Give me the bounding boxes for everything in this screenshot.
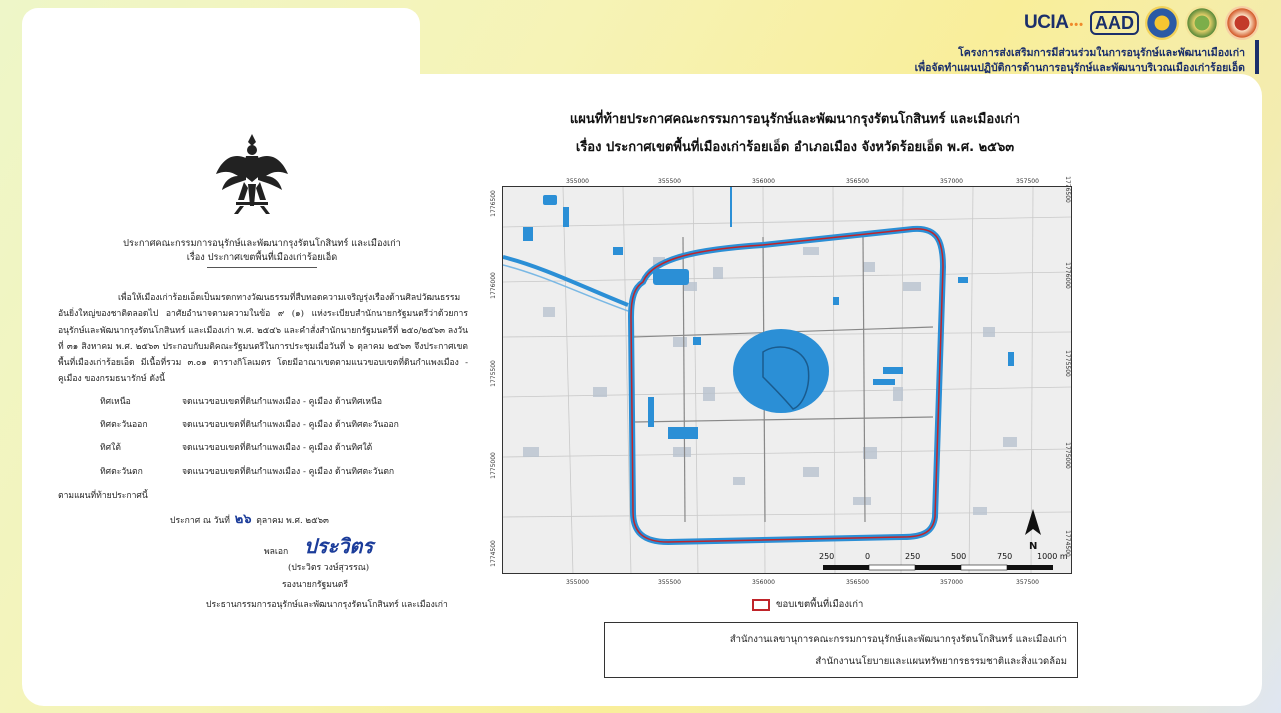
x-tick-label: 355500	[658, 178, 681, 185]
direction-row	[100, 464, 394, 478]
y-tick-label: 1775000	[489, 452, 497, 479]
x-tick-label: 355000	[566, 178, 589, 185]
document-subject: เรื่อง ประกาศเขตพื้นที่เมืองเก่าร้อยเอ็ด	[186, 252, 338, 263]
document-ending: ตามแผนที่ท้ายประกาศนี้	[58, 491, 148, 501]
document-body	[58, 290, 468, 388]
x-tick-label: 356500	[846, 579, 869, 586]
x-tick-label: 356000	[752, 579, 775, 586]
scale-label: 1000 m	[1037, 552, 1068, 561]
header-purpose-line: เพื่อจัดทำแผนปฏิบัติการด้านการอนุรักษ์และพัฒนาบริเวณเมืองเก่าร้อยเอ็ด	[914, 62, 1245, 74]
logo-row	[1024, 6, 1259, 40]
y-tick-label: 1775500	[1063, 350, 1071, 377]
header-project-line: โครงการส่งเสริมการมีส่วนร่วมในการอนุรักษ์และพัฒนาเมืองเก่า	[958, 47, 1245, 59]
y-tick-label: 1776000	[1063, 262, 1071, 289]
map-legend	[752, 597, 863, 612]
signatory-position: รองนายกรัฐมนตรี	[282, 580, 349, 590]
direction-text: จดแนวขอบเขตที่ดินกำแพงเมือง - คูเมือง ด้านทิศใต้	[182, 443, 373, 453]
scale-label: 500	[951, 552, 967, 561]
old-town-map	[502, 186, 1072, 574]
seal-logo-3	[1225, 6, 1259, 40]
direction-row	[100, 417, 399, 431]
date-suffix: ตุลาคม พ.ศ. ๒๕๖๓	[256, 516, 329, 526]
agency-box	[604, 622, 1078, 678]
x-tick-label: 357500	[1016, 579, 1039, 586]
direction-label: ทิศเหนือ	[100, 397, 131, 407]
card-join	[22, 60, 420, 120]
legend-label: ขอบเขตพื้นที่เมืองเก่า	[776, 599, 864, 610]
y-tick-label: 1774500	[1063, 530, 1071, 557]
y-tick-label: 1776500	[1063, 176, 1071, 203]
direction-label: ทิศใต้	[100, 443, 121, 453]
seal-logo-1	[1145, 6, 1179, 40]
date-day-handwritten: ๒๖	[234, 512, 252, 527]
map-subtitle: เรื่อง ประกาศเขตพื้นที่เมืองเก่าร้อยเอ็ด อำเภอเมือง จังหวัดร้อยเอ็ด พ.ศ. ๒๕๖๓	[575, 140, 1015, 155]
direction-text: จดแนวขอบเขตที่ดินกำแพงเมือง - คูเมือง ด้านทิศเหนือ	[182, 397, 383, 407]
ucia-logo: UCIA•••	[1023, 12, 1084, 33]
direction-text: จดแนวขอบเขตที่ดินกำแพงเมือง - คูเมือง ด้านทิศตะวันตก	[182, 467, 395, 477]
date-prefix: ประกาศ ณ วันที่	[170, 516, 230, 526]
direction-label: ทิศตะวันออก	[100, 420, 148, 430]
y-tick-label: 1775500	[489, 360, 497, 387]
x-tick-label: 357000	[940, 178, 963, 185]
announcement-document	[52, 130, 472, 630]
direction-row	[100, 394, 382, 408]
x-tick-label: 355500	[658, 579, 681, 586]
header-accent-bar	[1255, 40, 1259, 74]
document-body-text: เพื่อให้เมืองเก่าร้อยเอ็ดเป็นมรดกทางวัฒนธรรมที่สืบทอดความเจริญรุ่งเรืองด้านศิลปวัฒนธรรมอันยิ่งใหญ่ของชาติตลอดไป อาศัยอำนาจตามความในข้อ ๙ (๑) แห่งระเบียบสำนักนายกรัฐมนตรีว่าด้วยการอนุรักษ์และพัฒนากรุงรัตนโกสินทร์ และเมืองเก่า พ.ศ. ๒๕๔๖ และคำสั่งสำนักนายกรัฐมนตรีที่ ๒๕๐/๒๕๖๓ ลงวันที่ ๓๑ สิงหาคม พ.ศ. ๒๕๖๓ ประกอบกับมติคณะรัฐมนตรีในการประชุมเมื่อวันที่ ๖ ตุลาคม ๒๕๖๓ จึงประกาศเขตพื้นที่เมืองเก่าร้อยเอ็ด มีเนื้อที่รวม ๓.๐๑ ตารางกิโลเมตร โดยมีอาณาเขตตามแนวขอบเขตที่ดินกำแพงเมือง - คูเมือง ของกรมธนารักษ์ ดังนี้	[58, 293, 468, 385]
announcement-date	[170, 508, 329, 529]
signatory-chair-position: ประธานกรรมการอนุรักษ์และพัฒนากรุงรัตนโกสินทร์ และเมืองเก่า	[206, 600, 448, 610]
scale-label: 750	[997, 552, 1013, 561]
y-tick-label: 1774500	[489, 540, 497, 567]
signature-rank: พลเอก	[264, 547, 289, 557]
map-canvas	[503, 187, 1072, 574]
x-tick-label: 357000	[940, 579, 963, 586]
aad-logo: AAD	[1090, 11, 1139, 35]
document-title: ประกาศคณะกรรมการอนุรักษ์และพัฒนากรุงรัตนโกสินทร์ และเมืองเก่า	[123, 238, 401, 249]
seal-logo-2	[1185, 6, 1219, 40]
direction-row	[100, 440, 372, 454]
y-tick-label: 1775000	[1063, 442, 1071, 469]
scale-label: 0	[865, 552, 871, 561]
north-label: N	[1029, 541, 1038, 552]
y-tick-label: 1776000	[489, 272, 497, 299]
direction-text: จดแนวขอบเขตที่ดินกำแพงเมือง - คูเมือง ด้านทิศตะวันออก	[182, 420, 399, 430]
x-tick-label: 357500	[1016, 178, 1039, 185]
scale-label: 250	[905, 552, 921, 561]
handwritten-signature: ประวิตร	[304, 534, 374, 558]
map-title: แผนที่ท้ายประกาศคณะกรรมการอนุรักษ์และพัฒนากรุงรัตนโกสินทร์ และเมืองเก่า	[569, 112, 1021, 127]
boundary-swatch	[752, 599, 770, 611]
agency-onep: สำนักงานนโยบายและแผนทรัพยากรธรรมชาติและสิ่งแวดล้อม	[815, 656, 1067, 667]
x-tick-label: 355000	[566, 579, 589, 586]
garuda-emblem-icon	[212, 130, 292, 216]
title-divider	[207, 267, 317, 268]
scale-label: 250	[819, 552, 835, 561]
x-tick-label: 356500	[846, 178, 869, 185]
x-tick-label: 356000	[752, 178, 775, 185]
agency-secretariat: สำนักงานเลขานุการคณะกรรมการอนุรักษ์และพัฒนากรุงรัตนโกสินทร์ และเมืองเก่า	[729, 634, 1067, 645]
signatory-name: (ประวิตร วงษ์สุวรรณ)	[288, 563, 370, 573]
header	[914, 4, 1259, 74]
y-tick-label: 1776500	[489, 190, 497, 217]
direction-label: ทิศตะวันตก	[100, 467, 143, 477]
